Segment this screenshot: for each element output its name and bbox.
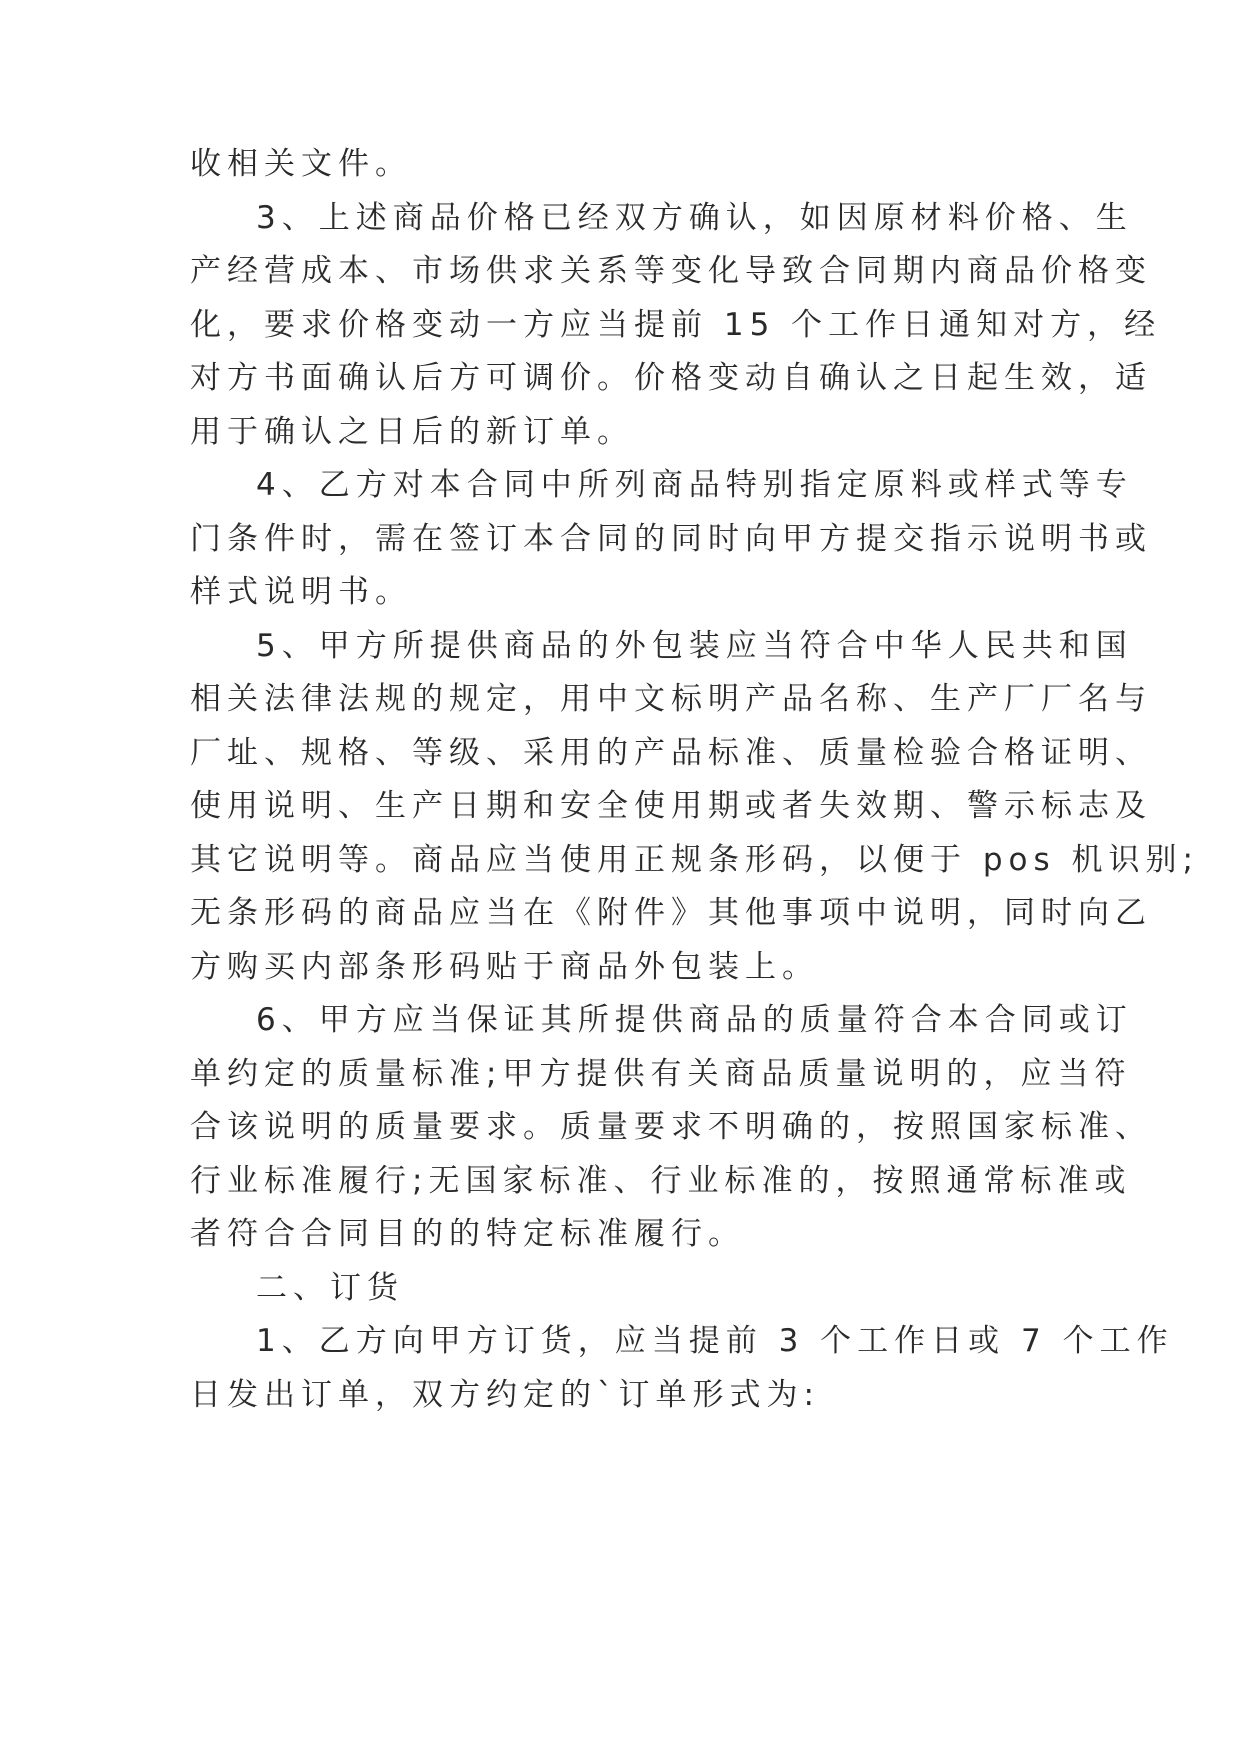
text-line: 者符合合同目的的特定标准履行。 <box>190 1216 745 1252</box>
text-line: 方购买内部条形码贴于商品外包装上。 <box>190 949 819 985</box>
text-line: 行业标准履行;无国家标准、行业标准的，按照通常标准或 <box>190 1163 1132 1199</box>
text-line: 对方书面确认后方可调价。价格变动自确认之日起生效，适 <box>190 360 1152 396</box>
text-line: 无条形码的商品应当在《附件》其他事项中说明，同时向乙 <box>190 895 1152 931</box>
text-line: 单约定的质量标准;甲方提供有关商品质量说明的，应当符 <box>190 1056 1132 1092</box>
text-line: 6、甲方应当保证其所提供商品的质量符合本合同或订 <box>256 1002 1133 1038</box>
text-line: 使用说明、生产日期和安全使用期或者失效期、警示标志及 <box>190 788 1152 824</box>
text-line: 其它说明等。商品应当使用正规条形码，以便于 pos 机识别; <box>190 842 1199 878</box>
text-line: 产经营成本、市场供求关系等变化导致合同期内商品价格变 <box>190 253 1152 289</box>
text-line: 用于确认之日后的新订单。 <box>190 414 634 450</box>
text-line: 4、乙方对本合同中所列商品特别指定原料或样式等专 <box>256 467 1133 503</box>
text-line: 厂址、规格、等级、采用的产品标准、质量检验合格证明、 <box>190 735 1152 771</box>
text-line: 合该说明的质量要求。质量要求不明确的，按照国家标准、 <box>190 1109 1152 1145</box>
text-line: 化，要求价格变动一方应当提前 15 个工作日通知对方，经 <box>190 307 1162 343</box>
text-line: 收相关文件。 <box>190 146 412 182</box>
text-line: 5、甲方所提供商品的外包装应当符合中华人民共和国 <box>256 628 1133 664</box>
text-line: 相关法律法规的规定，用中文标明产品名称、生产厂厂名与 <box>190 681 1152 717</box>
text-line: 1、乙方向甲方订货，应当提前 3 个工作日或 7 个工作 <box>256 1323 1174 1359</box>
text-line: 日发出订单，双方约定的`订单形式为: <box>190 1377 820 1413</box>
text-line: 3、上述商品价格已经双方确认，如因原材料价格、生 <box>256 200 1133 236</box>
text-line: 门条件时，需在签订本合同的同时向甲方提交指示说明书或 <box>190 521 1152 557</box>
section-heading: 二、订货 <box>256 1270 404 1306</box>
text-line: 样式说明书。 <box>190 574 412 610</box>
